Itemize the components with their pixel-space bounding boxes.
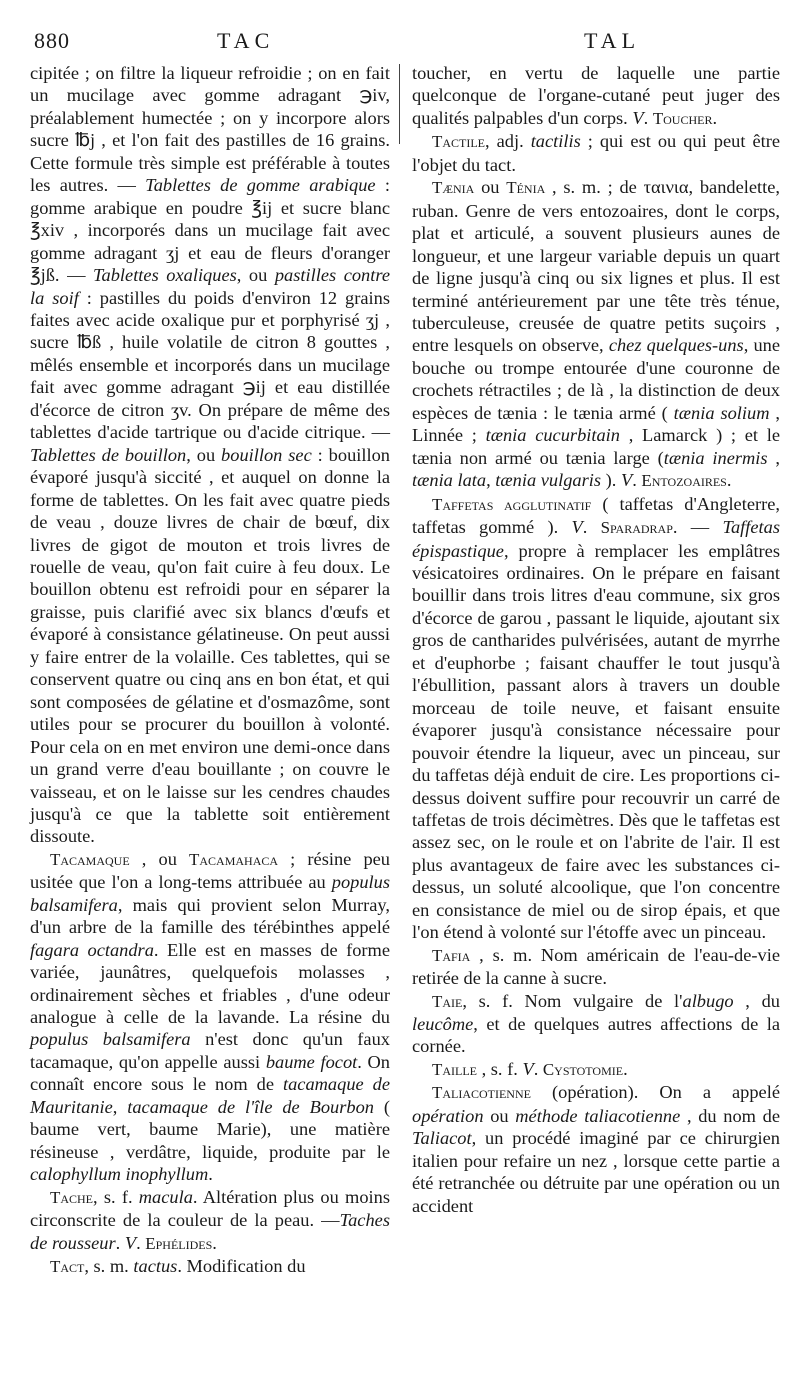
entry-tafia: Tafia , s. m. Nom américain de l'eau-de-vie retirée de la canne à sucre. xyxy=(412,944,780,989)
entry-taffetas: Taffetas agglutinatif ( taffetas d'Angleterre, taffetas gommé ). V. Sparadrap. — Taffetas épispastique, propre à remplacer les emplâtres vésicatoires ordinaires. On le prépare en faisant bouillir dans trois litres d'eau commune, six gros d'écorce de garou , passant le liquide, ajoutant six gros de cantharides pulvérisées, autant de myrrhe et d'euphorbe ; faisant chauffer le tout jusqu'à l'ébullition, passant alors à travers un double morceau de toile neuve, et faisant ensuite évaporer jusqu'à consistance nécessaire pour pouvoir étendre la liqueur, avec un pinceau, sur du taffetas déjà enduit de cire. Les proportions ci-dessus doivent suffire pour recouvrir un carré de taffetas de trois décimètres. Dès que le taffetas est assez sec, on le roule et on l'abrite de l'air. Il est plus avantageux de faire avec les substances ci-dessus, un soluté alcoolique, que l'on concentre en consistance de miel ou de sirop épais, et que l'on étend à volonté sur l'étoffe avec un pinceau. xyxy=(412,493,781,943)
entry-tache: Tache, s. f. macula. Altération plus ou moins circonscrite de la couleur de la peau. —Taches de rousseur. V. Ephélides. xyxy=(30,1186,390,1253)
headword: Tænia xyxy=(432,178,475,198)
entry-taliacotienne: Taliacotienne (opération). On a appelé opération ou méthode taliacotienne , du nom de Taliacot, un procédé imaginé par ce chirurgien italien pour refaire un nez , lorsque cette partie a été retranchée ou détruite par une opération ou un accident xyxy=(412,1082,781,1216)
headword: Tafia xyxy=(432,945,471,965)
page-header xyxy=(34,28,774,62)
entry-tablettes-continued: cipitée ; on filtre la liqueur refroidie ; on en fait un mucilage avec gomme adragant ℈iv, préalablement humectée ; on y incorpore alors sucre ℔j , et l'on fait des pastilles de 16 grains. Cette formule très simple est préférable à toutes les autres. — Tablettes de gomme arabique : gomme arabique en poudre ℥ij et sucre blanc ℥xiv , incorporés dans un mucilage fait avec gomme adragant ʒj et eau de fleurs d'oranger ℥jß. — Tablettes oxaliques, ou pastilles contre la soif : pastilles du poids d'environ 12 grains faites avec acide oxalique pur et porphyrisé ʒj , sucre ℔ß , huile volatile de citron 8 gouttes , mêlés ensemble et incorporés dans un mucilage fait avec gomme adragant ℈ij et eau distillée d'écorce de citron ʒv. On prépare de même des tablettes d'acide tartrique ou d'acide citrique. — Tablettes de bouillon, ou bouillon sec : bouillon évaporé jusqu'à siccité , et auquel on donne la forme de tablettes. On les fait avec quatre pieds de veau , douze livres de chair de bœuf, dix livres de gigot de mouton et trois livres de rouelle de veau, qu'on fait cuire à feu doux. Le bouillon obtenu est refroidi pour en séparer la graisse, puis clarifié avec six blancs d'œufs et évaporé à consistance gélatineuse. On peut aussi y faire entrer de la volaille. Ces tablettes, qui se conservent quatre ou cinq ans en bon état, et qui sont composées de gélatine et d'osmazôme, sont utiles pour se procurer du bouillon à volonté. Pour cela on en met environ une demi-once dans un grand verre d'eau bouillante ; on couvre le vaisseau, et on le laisse sur les cendres chaudes jusqu'à ce que la tablette soit entièrement dissoute. xyxy=(30,63,390,847)
headword: Tactile xyxy=(432,132,485,152)
cross-reference: Sparadrap xyxy=(600,518,673,538)
headword: Taliacotienne xyxy=(432,1083,531,1103)
column-rule xyxy=(399,64,400,144)
entry-tact-continued: toucher, en vertu de laquelle une partie quelconque de l'organe-cutané peut juger des qualités palpables d'un corps. V. Toucher. xyxy=(412,63,780,128)
running-head-left: TAC xyxy=(217,28,275,53)
cross-reference: Cystotomie xyxy=(542,1059,624,1079)
headword: Tacamahaca xyxy=(189,849,279,869)
headword: Taffetas agglutinatif xyxy=(432,494,592,514)
cross-reference: Toucher xyxy=(652,108,713,128)
headword: Tact xyxy=(50,1257,85,1277)
entry-tacamaque: Tacamaque , ou Tacamahaca ; résine peu usitée que l'on a long-tems attribuée au populus balsamifera, mais qui provient selon Murray, d'un arbre de la famille des térébinthes appelé fagara octandra. Elle est en masses de forme variée, jaunâtres, quelquefois molasses , ordinairement sèches et friables , d'une odeur analogue à celle de la lavande. La résine du populus balsamifera n'est donc qu'un faux tacamaque, qu'on appelle aussi baume focot. On connaît encore sous le nom de tacamaque de Mauritanie, tacamaque de l'île de Bourbon ( baume vert, baume Marie), une matière résineuse , verdâtre, liquide, produite par le calophyllum inophyllum. xyxy=(30,848,391,1185)
entry-taille: Taille , s. f. V. Cystotomie. xyxy=(432,1058,628,1079)
running-head-right: TAL xyxy=(584,28,641,53)
cross-reference: Ephélides xyxy=(145,1233,213,1253)
headword: Tache xyxy=(50,1187,93,1207)
entry-taenia: Tænia ou Ténia , s. m. ; de ταινια, bandelette, ruban. Genre de vers entozoaires, dont le corps, plat et articulé, a souvent plusieurs aunes de longueur, et une largeur variable depuis un quart de ligne jusqu'à cinq ou six lignes et plus. Il est terminé antérieurement par une tête très ténue, tuberculeuse, creusée de quatre petits suçoirs , entre lesquels on observe, chez quelques-uns, une bouche ou trompe entourée d'une couronne de crochets rétractiles ; de là , la distinction de deux espèces de tænia : le tænia armé ( tænia solium , Linnée ; tænia cucurbitain , Lamarck ) ; et le tænia non armé ou tænia large (tænia inermis , tænia lata, tænia vulgaris ). V. Entozoaires. xyxy=(412,177,781,491)
cross-reference: Entozoaires xyxy=(641,471,727,491)
entry-tactile: Tactile, adj. tactilis ; qui est ou qui peut être l'objet du tact. xyxy=(412,131,781,175)
left-column xyxy=(30,62,390,1278)
headword: Taille xyxy=(432,1059,477,1079)
page-number: 880 xyxy=(34,28,70,53)
entry-tact: Tact, s. m. tactus. Modification du xyxy=(50,1256,306,1277)
right-column xyxy=(412,62,780,1217)
headword: Tacamaque xyxy=(50,849,130,869)
headword: Ténia xyxy=(506,178,546,198)
headword: Taie xyxy=(432,991,463,1011)
entry-taie: Taie, s. f. Nom vulgaire de l'albugo , du leucôme, et de quelques autres affections de la cornée. xyxy=(412,990,781,1057)
